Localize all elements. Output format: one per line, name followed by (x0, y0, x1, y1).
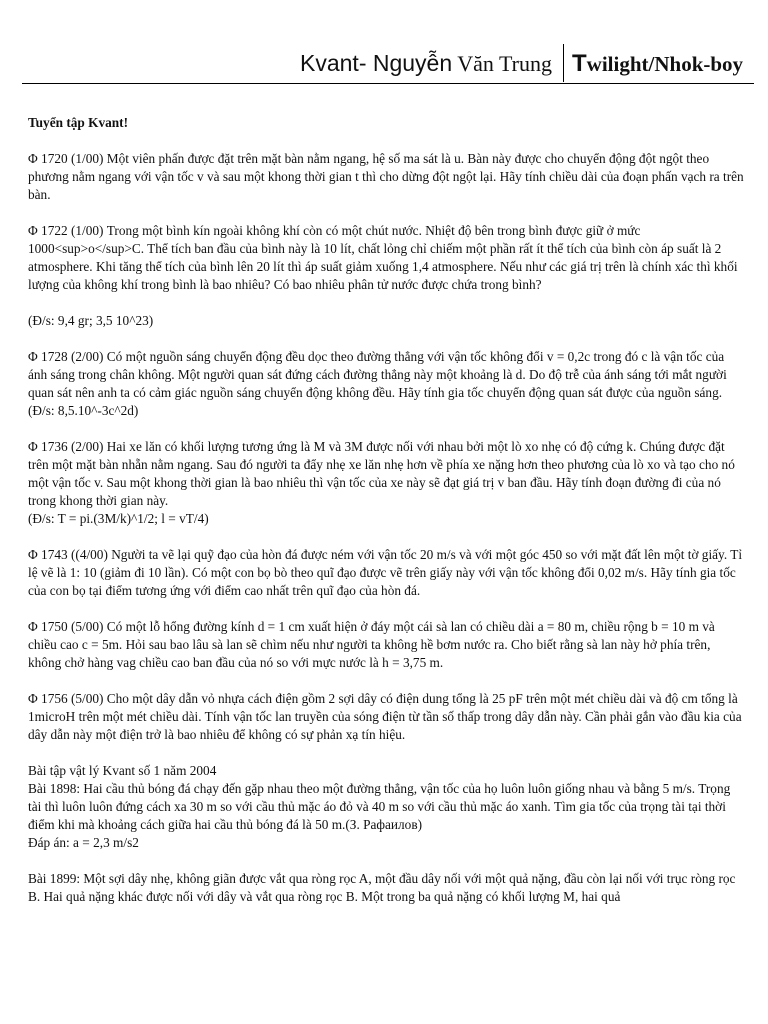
answer-1736: (Đ/s: T = pi.(3M/k)^1/2; l = vT/4) (28, 511, 209, 526)
document-body (28, 114, 744, 924)
problem-1736: Φ 1736 (2/00) Hai xe lăn có khối lượng tương ứng là M và 3M được nối với nhau bởi một lò xo nhẹ có độ cứng k. Chúng được đặt trên một mặt bàn nhẵn nằm ngang. Sau đó người ta đẩy nhẹ xe lăn nhẹ hơn về phía xe nặng hơn theo phương của lò xo và tạo cho nó một vận tốc v. Sau một khong thời gian là bao nhiêu thì vận tốc của xe này sẽ đạt giá trị v ban đầu. Hãy tính đoạn đường đi của nó trong khong thời gian này. (28, 439, 735, 508)
problem-1899: Bài 1899: Một sợi dây nhẹ, không giãn được vắt qua ròng rọc A, một đầu dây nối với một quả nặng, đầu còn lại nối với trục ròng rọc B. Hai quả nặng khác được nối với dây và vắt qua ròng rọc B. Một trong ba quả nặng có khối lượng M, hai quả (28, 871, 736, 904)
header-site-initial: T (572, 50, 587, 77)
problem-1756: Φ 1756 (5/00) Cho một dây dẫn vỏ nhựa cách điện gồm 2 sợi dây có điện dung tổng là 25 pF trên một mét chiều dài và độ cm tổng là 1microH trên một mét chiều dài. Tính vận tốc lan truyền của sóng điện từ tần số thấp trong dây dẫn này. Cần phải gắn vào đầu kia của dây dẫn này một điện trở là bao nhiêu để không có sự phản xạ tín hiệu. (28, 691, 742, 742)
header-author (300, 50, 552, 77)
problem-1720: Φ 1720 (1/00) Một viên phấn được đặt trên mặt bàn nằm ngang, hệ số ma sát là u. Bàn này được cho chuyển động đột ngột theo phương nằm ngang với vận tốc v và sau một khong thời gian t thì cho dừng đột ngột lại. Hãy tính chiều dài của đoạn phấn vạch ra trên bàn. (28, 151, 744, 202)
section-2004-title: Bài tập vật lý Kvant số 1 năm 2004 (28, 763, 217, 778)
problem-1750: Φ 1750 (5/00) Có một lỗ hổng đường kính d = 1 cm xuất hiện ở đáy một cái sà lan có chiều dài a = 80 m, chiều rộng b = 10 m và chiều cao c = 5m. Hỏi sau bao lâu sà lan sẽ chìm nếu như người ta không hề bơm nước ra. Cho biết rằng sà lan này hở phía trên, không chở hàng vag chiều cao ban đầu của nó so với mực nước là h = 3,75 m. (28, 619, 715, 670)
header-site-rest: wilight/Nhok-boy (586, 52, 744, 76)
problem-1898: Bài 1898: Hai cầu thủ bóng đá chạy đến gặp nhau theo một đường thẳng, vận tốc của họ luôn luôn giống nhau và bằng 5 m/s. Trọng tài thì luôn luôn đứng cách xa 30 m so với cầu thủ mặc áo đỏ và 40 m so với cầu thủ mặc áo xanh. Tìm gia tốc của trọng tài tại thời điểm khi mà khoảng cách giữa hai cầu thủ bóng đá là 50 m.(З. Рафаилов) (28, 781, 731, 832)
header-divider (563, 44, 564, 82)
problem-1728: Φ 1728 (2/00) Có một nguồn sáng chuyển động đều dọc theo đường thẳng với vận tốc không đổi v = 0,2c trong đó c là vận tốc của ánh sáng trong chân không. Một người quan sát đứng cách đường thẳng này một khoảng là d. Do độ trễ của ánh sáng tới mắt người quan sát nên anh ta có cảm giác nguồn sáng chuyển động không đều. Hãy tính gia tốc chuyển động quan sát được của nguồn sáng. (28, 349, 727, 400)
document-title: Tuyển tập Kvant! (28, 115, 128, 130)
answer-1898: Đáp án: a = 2,3 m/s2 (28, 835, 139, 850)
header-rule (22, 83, 754, 84)
answer-1728: (Đ/s: 8,5.10^-3c^2d) (28, 403, 139, 418)
page-header (0, 44, 768, 84)
header-site (572, 50, 743, 78)
problem-1743: Φ 1743 ((4/00) Người ta vẽ lại quỹ đạo của hòn đá được ném với vận tốc 20 m/s và với một góc 450 so với mặt đất lên một tờ giấy. Tỉ lệ vẽ là 1: 10 (giảm đi 10 lần). Có một con bọ bò theo quĩ đạo được vẽ trên giấy này với vận tốc không đổi 0,02 m/s. Hãy tính gia tốc của con bọ tại điểm tương ứng với điểm cao nhất trên quĩ đạo của hòn đá. (28, 547, 743, 598)
header-author-surname: Văn Trung (457, 51, 552, 76)
problem-1722: Φ 1722 (1/00) Trong một bình kín ngoài không khí còn có một chút nước. Nhiệt độ bên trong bình được giữ ở mức 1000<sup>o</sup>C. Thể tích ban đầu của bình này là 10 lít, chất lỏng chỉ chiếm một phần rất ít thể tích của bình còn áp suất là 2 atmosphere. Khi tăng thể tích của bình lên 20 lít thì áp suất giảm xuống 1,4 atmosphere. Nếu như các giá trị trên là chính xác thì khối lượng của không khí trong bình là bao nhiêu? Có bao nhiêu phân tử nước được chứa trong bình? (28, 223, 738, 292)
answer-1722: (Đ/s: 9,4 gr; 3,5 10^23) (28, 313, 154, 328)
header-author-name: Kvant- Nguyễn (300, 50, 453, 76)
